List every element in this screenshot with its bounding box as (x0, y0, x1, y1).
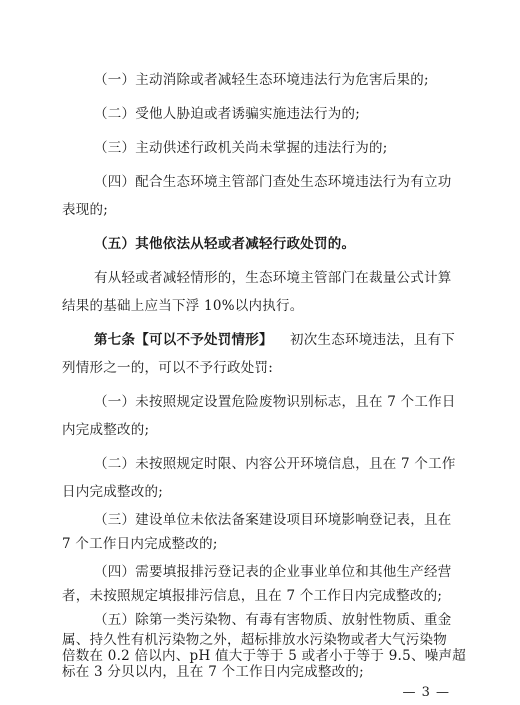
article-7-text: 初次生态环境违法，且有下 (290, 332, 455, 348)
article-7-item-1-cont: 内完成整改的; (62, 422, 150, 438)
article-7-item-4: （四）需要填报排污登记表的企业事业单位和其他生产经营 (94, 564, 452, 580)
article-7-item-5-cont-2: 倍数在 0.2 倍以内、pH 值大于等于 5 或者小于等于 9.5、噪声超 (62, 648, 466, 664)
article-7-item-3-cont: 7 个工作日内完成整改的; (62, 536, 218, 552)
paragraph-item-3: （三）主动供述行政机关尚未掌握的违法行为的; (94, 140, 388, 156)
article-7-item-5-cont-3: 标在 3 分贝以内，且在 7 个工作日内完成整改的; (62, 664, 364, 680)
article-7-item-1: （一）未按照规定设置危险废物识别标志，且在 7 个工作日 (94, 394, 456, 410)
paragraph-item-4: （四）配合生态环境主管部门查处生态环境违法行为有立功 (94, 174, 452, 190)
article-7-item-4-cont: 者，未按照规定填报排污信息，且在 7 个工作日内完成整改的; (62, 588, 443, 604)
article-7-item-2: （二）未按照规定时限、内容公开环境信息，且在 7 个工作 (94, 456, 456, 472)
article-7-item-5: （五）除第一类污染物、有毒有害物质、放射性物质、重金 (94, 612, 452, 628)
page-number: — 3 — (402, 685, 450, 700)
paragraph-mitigation-cont: 结果的基础上应当下浮 10%以内执行。 (62, 298, 304, 314)
paragraph-item-4-cont: 表现的; (62, 202, 109, 218)
article-7-item-3: （三）建设单位未依法备案建设项目环境影响登记表，且在 (94, 512, 452, 528)
paragraph-item-5: （五）其他依法从轻或者减轻行政处罚的。 (94, 236, 356, 252)
paragraph-item-1: （一）主动消除或者减轻生态环境违法行为危害后果的; (94, 72, 429, 88)
paragraph-mitigation: 有从轻或者减轻情形的，生态环境主管部门在裁量公式计算 (94, 270, 452, 286)
paragraph-item-2: （二）受他人胁迫或者诱骗实施违法行为的; (94, 106, 361, 122)
article-7-text-cont: 列情形之一的，可以不予行政处罚: (62, 360, 274, 376)
article-7-heading: 第七条【可以不予处罚情形】 (94, 332, 273, 348)
article-7-item-5-cont-1: 属、持久性有机污染物之外，超标排放水污染物或者大气污染物 (62, 632, 447, 648)
article-7-item-2-cont: 日内完成整改的; (62, 484, 164, 500)
